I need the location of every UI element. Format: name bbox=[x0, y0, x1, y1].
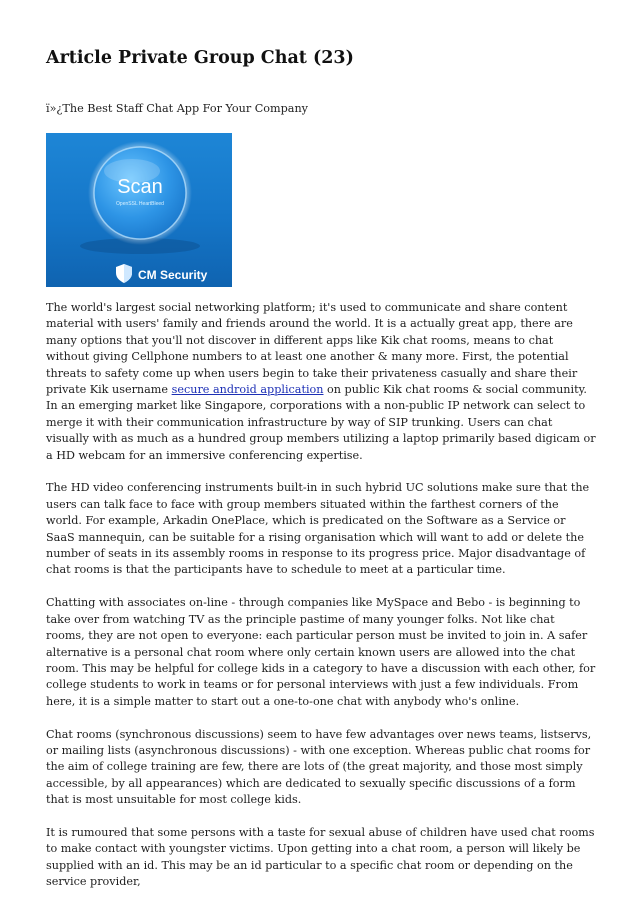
article-body bbox=[46, 300, 596, 907]
scan-label: Scan bbox=[117, 176, 163, 198]
paragraph-5: It is rumoured that some persons with a taste for sexual abuse of children have used chat rooms to make contact with youngster victims. Upon getting into a chat room, a person will likely be supplied with an id. This may be an id particular to a specific chat room or depending on the service provider, bbox=[46, 825, 595, 889]
paragraph-1 bbox=[46, 300, 596, 464]
paragraph-1-text: The world's largest social networking platform; it's used to communicate and share content material with users' family and friends around the world. It is a actually great app, there are many options that you'll not discover in different apps like Kik chat rooms, means to chat without giving Cellphone numbers to at least one another & many more. First, the potential threats to safety come up when users begin to take their privateness casually and share their private Kik username bbox=[46, 301, 578, 397]
paragraph-3: Chatting with associates on-line - through companies like MySpace and Bebo - is beginning to take over from watching TV as the principle pastime of many younger folks. Not like chat rooms, they are not open to everyone: each particular person must be invited to join in. A safer alternative is a personal chat room where only certain known users are allowed into the chat room. This may be helpful for college kids in a category to have a discussion with each other, for college students to work in teams or for personal interviews with just a few individuals. From here, it is a simple matter to start out a one-to-one chat with anybody who's online. bbox=[46, 596, 596, 708]
cm-security-scan-image bbox=[46, 133, 232, 287]
scan-sublabel: OpenSSL HeartBleed bbox=[116, 201, 164, 207]
secure-android-application-link[interactable]: secure android application bbox=[171, 383, 324, 397]
page-title: Article Private Group Chat (23) bbox=[46, 48, 354, 68]
paragraph-4: Chat rooms (synchronous discussions) seem to have few advantages over news teams, listservs, or mailing lists (asynchronous discussions) - with one exception. Whereas public chat rooms for the aim of college training are few, there are lots of (the great majority, and those most simply accessible, by all appearances) which are dedicated to sexually specific discussions of a form that is most unsuitable for most college kids. bbox=[46, 727, 592, 807]
paragraph-2: The HD video conferencing instruments built-in in such hybrid UC solutions make sure that the users can talk face to face with group members situated within the farthest corners of the world. For example, Arkadin OnePlace, which is predicated on the Software as a Service or SaaS mannequin, can be suitable for a rising organisation which will want to add or delete the number of seats in its assembly rooms in response to its progress price. Major disadvantage of chat rooms is that the participants have to schedule to meet at a particular time. bbox=[46, 481, 590, 577]
scan-illustration bbox=[46, 133, 232, 287]
paragraph-1-text-cont: on public Kik chat rooms & social community. In an emerging market like Singapore, corporations with a non-public IP network can select to merge it with their communication infrastructure by way of SIP trunking. Users can chat visually with as much as a hundred group members utilizing a laptop primarily based digicam or a HD webcam for an immersive conferencing expertise. bbox=[46, 383, 596, 462]
brand-label: CM Security bbox=[138, 268, 208, 282]
subtitle: ï»¿The Best Staff Chat App For Your Company bbox=[46, 102, 308, 115]
